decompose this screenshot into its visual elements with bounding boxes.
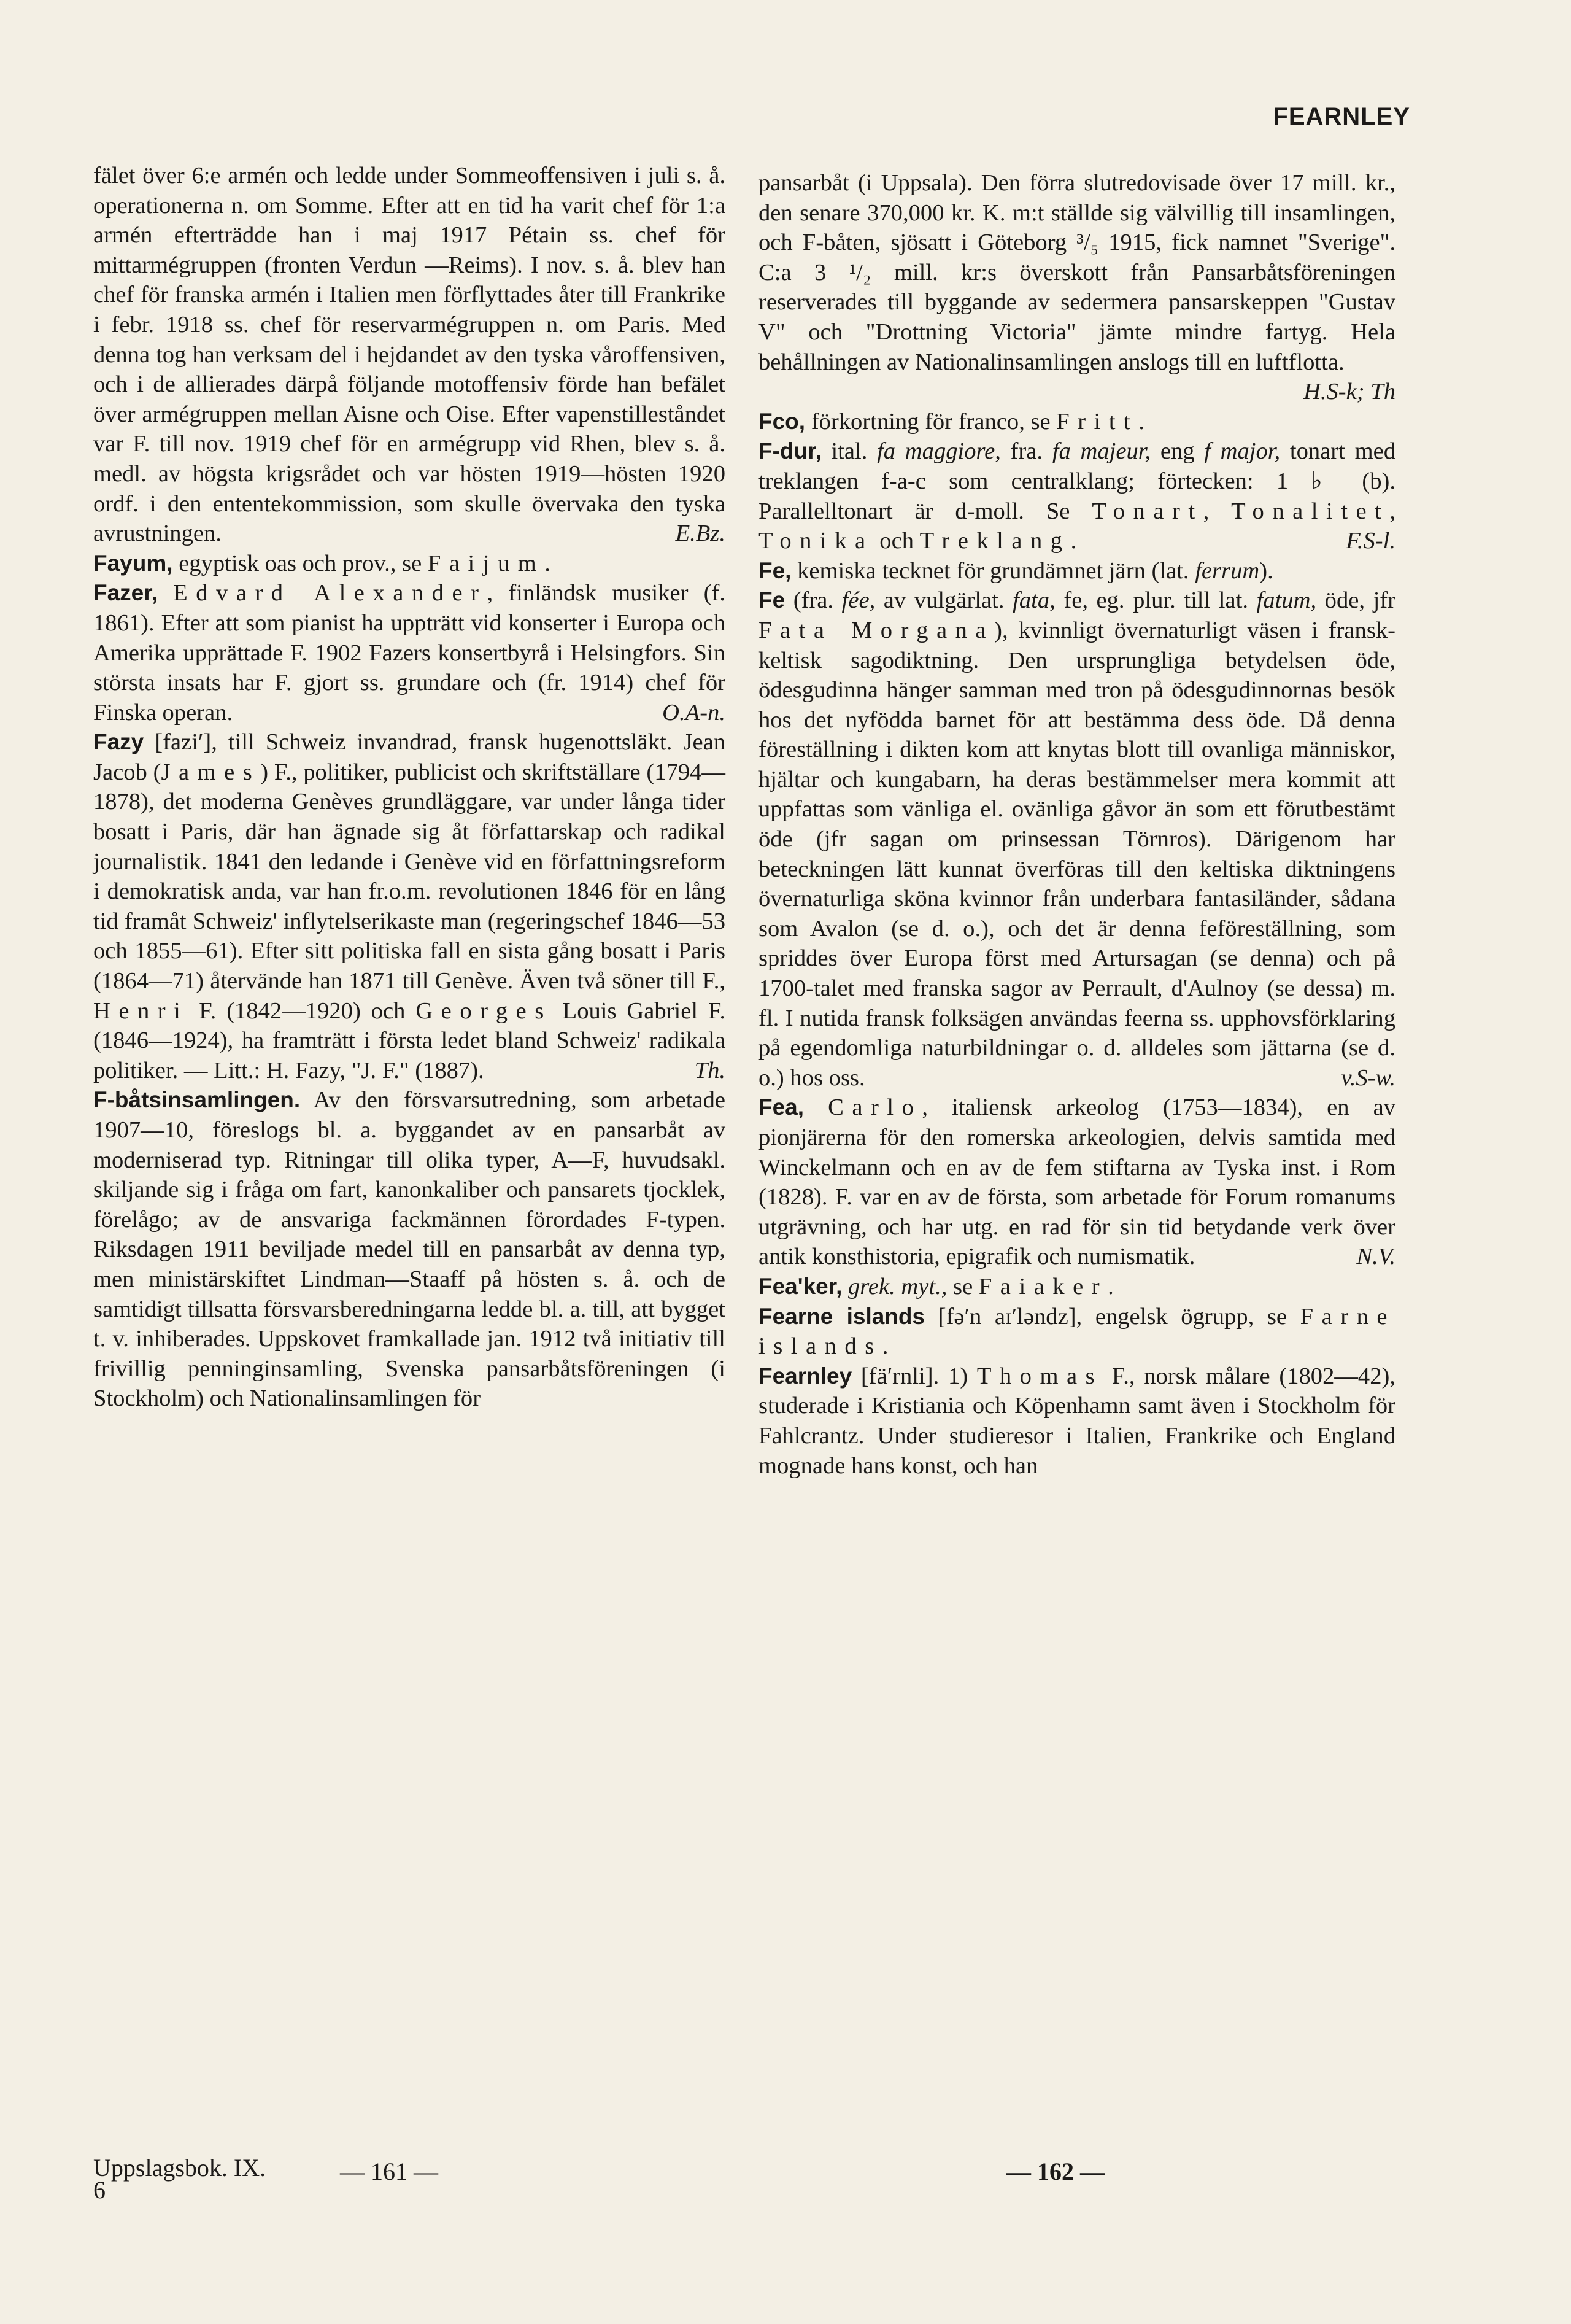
headword: Fe,: [758, 557, 792, 583]
left-column: [93, 161, 725, 1414]
entry-fazer: Fazer, Edvard Alexander, finländsk musiker (f. 1861). Efter att som pianist ha uppträtt vid konserter i Europa och Amerika upprättade F. 1902 Fazers konsertbyrå i Helsingfors. Sin största insats har F. gjort ss. grundare och (fr. 1914) chef för Finska operan. O.A-n.: [93, 578, 725, 727]
page-number-left: — 161 —: [340, 2158, 438, 2185]
entry-f-dur: F-dur, ital. fa maggiore, fra. fa majeur, eng f major, tonart med treklangen f-a-c som centralklang; förtecken: 1 ♭ (b). Parallelltonart är d-moll. Se Tonart, Tonalitet, Tonika och Treklang. F.S-l.: [758, 436, 1395, 556]
headword: Fayum,: [93, 550, 173, 576]
headword: Fearne islands: [758, 1303, 925, 1329]
entry-fe-chemical: Fe, kemiska tecknet för grundämnet järn (lat. ferrum).: [758, 557, 1273, 584]
entry-fe-fairy: Fe (fra. fée, av vulgärlat. fata, fe, eg. plur. till lat. fatum, öde, jfr Fata Morgana), kvinnligt övernaturligt väsen i fransk-keltisk sagodiktning. Den ursprungliga betydelsen öde, ödesgudinna hänger samman med tron på ödesgudinnornas besök hos det nyfödda barnet för att bestämma dess öde. Då denna föreställning i dikten kom att knytas blott till ovanliga människor, hjältar och kungabarn, ha deras bestämmelser mera kommit att uppfattas som vänliga el. ovänliga gåvor än som ett förutbestämt öde (jfr sagan om prinsessan Törnros). Därigenom har beteckningen lätt kunnat överföras till den keltiska diktningens övernaturliga sköna kvinnor från underbara fantasiländer, sådana som Avalon (se d. o.), och det är denna feföreställning, som spriddes över Europa först med Artursagan (se denna) och på 1700-talet med franska sagor av Perrault, d'Aulnoy (se dessa) m. fl. I nutida fransk folksägen användas feerna ss. upphovsförklaring på egendomliga naturbildningar o. d. alldeles som jättarna (se d. o.) hos oss. v.S-w.: [758, 586, 1395, 1093]
footer-volume-note: Uppslagsbok. IX. 6: [93, 2154, 266, 2204]
author-signature: v.S-w.: [1341, 1064, 1395, 1091]
cross-reference: Faijum: [427, 550, 545, 576]
headword: Fearnley: [758, 1363, 852, 1389]
author-signature: O.A-n.: [662, 699, 725, 726]
entry-fayum: Fayum, egyptisk oas och prov., se Faijum.: [93, 550, 550, 576]
cross-reference: Faiaker: [978, 1273, 1108, 1300]
entry-fearne-islands: Fearne islands [fə′n aɪ′ləndz], engelsk ögrupp, se Farne islands.: [758, 1303, 1395, 1360]
cross-reference: Fritt: [1056, 408, 1139, 435]
entry-fazy: Fazy [fazi′], till Schweiz invandrad, fransk hugenottsläkt. Jean Jacob (James) F., politiker, publicist och skriftställare (1794—1878), det moderna Genèves grundläggare, var under långa tider bosatt i Paris, där han ägnade sig åt författarskap och radikal journalistik. 1841 den ledande i Genève vid en författningsreform i demokratisk anda, var han fr.o.m. revolutionen 1846 för en lång tid framåt Schweiz' inflytelserikaste man (regeringschef 1846—53 och 1855—61). Efter sitt politiska fall en sista gång bosatt i Paris (1864—71) återvände han 1871 till Genève. Även två söner till F., Henri F. (1842—1920) och Georges Louis Gabriel F. (1846—1924), ha framträtt i första ledet bland Schweiz' radikala politiker. — Litt.: H. Fazy, "J. F." (1887). Th.: [93, 727, 725, 1085]
page-number-right: — 162 —: [1006, 2158, 1105, 2185]
person-name: Thomas: [976, 1363, 1103, 1389]
headword: Fazy: [93, 729, 144, 755]
headword: Fe: [758, 587, 786, 613]
headword: Fea'ker,: [758, 1273, 843, 1299]
entry-feaker: Fea'ker, grek. myt., se Faiaker.: [758, 1273, 1114, 1300]
author-signature: F.S-l.: [1346, 528, 1395, 554]
entry-fea: Fea, Carlo, italiensk arkeolog (1753—1834), en av pionjärerna för den romerska arkeologien, delvis samtida med Winckelmann och en av de fem stiftarna av Tyska inst. i Rom (1828). F. var en av de första, som arbetade för Forum romanums utgrävning, och har utg. en rad för sin tid betydande verk över antik konsthistoria, epigrafik och numismatik. N.V.: [758, 1093, 1395, 1272]
signature-mark: 6: [93, 2176, 106, 2204]
author-signature: Th.: [694, 1057, 725, 1083]
person-name: Edvard Alexander: [173, 580, 487, 606]
entry-continuation-fayolle: fälet över 6:e armén och ledde under Sommeoffensiven i juli s. å. operationerna n. om Somme. Efter att en tid ha varit chef för 1:a armén efterträdde han i maj 1917 Pétain ss. chef för mittarmégruppen (fronten Verdun —Reims). I nov. s. å. blev han chef för franska armén i Italien men förflyttades åter till Frankrike i febr. 1918 ss. chef för reservarmégruppen n. om Paris. Med denna tog han verksam del i hejdandet av den tyska våroffensiven, och i de allierades därpå följande motoffensiv förde han befälet över armégruppen mellan Aisne och Oise. Efter vapenstilleståndet var F. till nov. 1919 chef för en armégrupp vid Rhen, blev s. å. medl. av högsta krigsrådet och var hösten 1919—hösten 1920 ordf. i den ententekommission, som skulle övervaka den tyska avrustningen. E.Bz.: [93, 161, 725, 549]
headword: Fco,: [758, 408, 806, 434]
headword: Fazer,: [93, 580, 158, 606]
author-signature: E.Bz.: [675, 521, 725, 547]
author-signature: H.S-k; Th: [1303, 379, 1395, 405]
author-signature: N.V.: [1356, 1244, 1395, 1270]
headword: Fea,: [758, 1094, 805, 1120]
headword: F-dur,: [758, 438, 822, 464]
entry-fearnley: Fearnley [fä′rnli]. 1) Thomas F., norsk målare (1802—42), studerade i Kristiania och Köpenhamn samt även i Stockholm för Fahlcrantz. Under studieresor i Italien, Frankrike och England mognade hans konst, och han: [758, 1363, 1395, 1479]
headword: F-båtsinsamlingen.: [93, 1087, 301, 1113]
cross-reference: Farne islands: [758, 1303, 1395, 1360]
right-column: [758, 168, 1395, 1481]
cross-reference: Fata Morgana: [758, 617, 995, 643]
running-head: FEARNLEY: [1273, 103, 1410, 130]
entry-fco: Fco, förkortning för franco, se Fritt.: [758, 408, 1144, 435]
entry-f-batsinsamlingen: F-båtsinsamlingen. Av den försvarsutredning, som arbetade 1907—10, föreslogs bl. a. byggandet av en pansarbåt av moderniserad typ. Ritningar till olika typer, A—F, huvudsakl. skiljande sig i fråga om fart, kanonkaliber och pansarets tjocklek, förelågo; av de ansvariga fackmännen förordades F-typen. Riksdagen 1911 beviljade medel till en pansarbåt av denna typ, men ministärskiftet Lindman—Staaff på hösten s. å. och de samtidigt tillsatta försvarsberedningarna ledde bl. a. till, att bygget t. v. inhiberades. Uppskovet framkallade jan. 1912 två initiativ till frivillig penninginsamling, Svenska pansarbåtsföreningen (i Stockholm) och Nationalinsamlingen för: [93, 1087, 725, 1412]
person-name: Carlo: [828, 1094, 922, 1121]
entry-continuation-f-bat: pansarbåt (i Uppsala). Den förra slutredovisade över 17 mill. kr., den senare 370,000 kr. K. m:t ställde sig välvillig till insamlingen, och F-båten, sjösatt i Göteborg ³/₅ 1915, fick namnet "Sverige". C:a 3 ¹/₂ mill. kr:s överskott från Pansarbåtsföreningen reserverades till byggande av sedermera pansarskeppen "Gustav V" och "Drottning Victoria" jämte mindre fartyg. Hela behållningen av Nationalinsamlingen anslogs till en luftflotta. H.S-k; Th: [758, 168, 1395, 407]
